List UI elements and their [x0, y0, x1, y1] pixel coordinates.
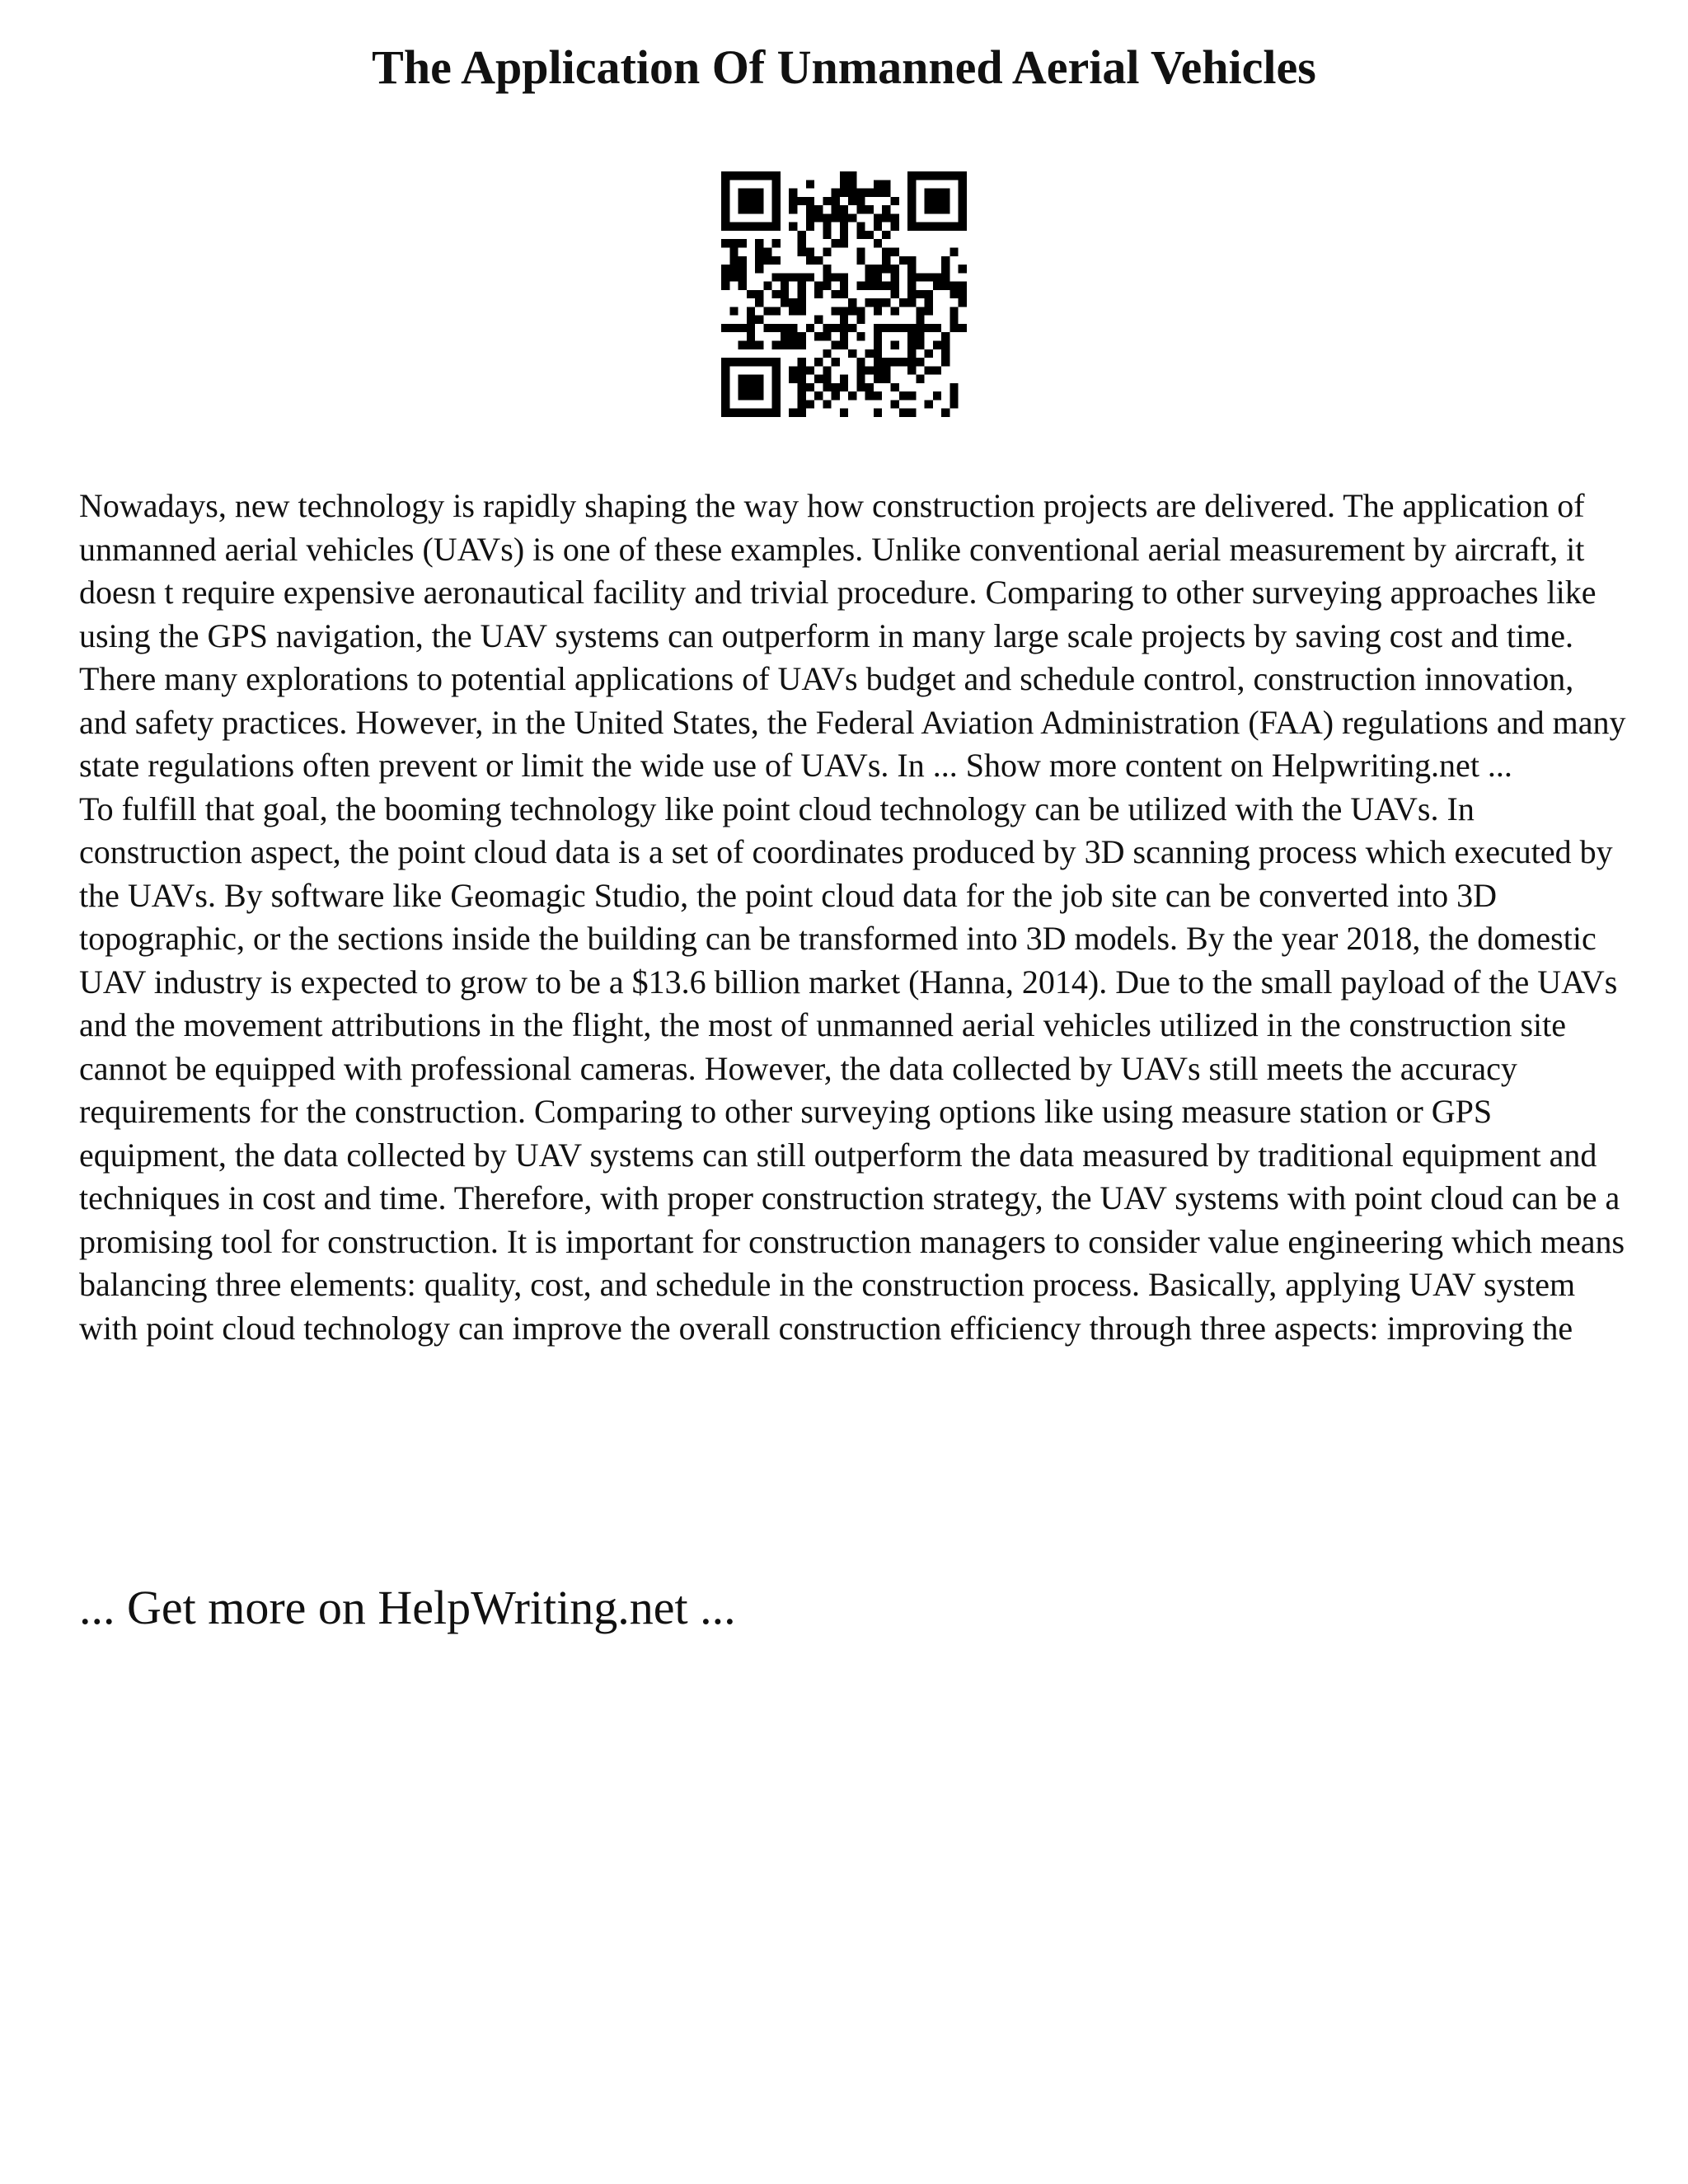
qr-code-icon [721, 171, 967, 417]
document-body [79, 485, 1629, 1350]
get-more-link[interactable]: ... Get more on HelpWriting.net ... [79, 1581, 736, 1634]
document-title: The Application Of Unmanned Aerial Vehicles [372, 40, 1316, 94]
body-paragraph-2: To fulfill that goal, the booming technology like point cloud technology can be utilized with the UAVs. In construction aspect, the point cloud data is a set of coordinates produced by 3D scanning process which executed by the UAVs. By software like Geomagic Studio, the point cloud data for the job site can be converted into 3D topographic, or the sections inside the building can be transformed into 3D models. By the year 2018, the domestic UAV industry is expected to grow to be a $13.6 billion market (Hanna, 2014). Due to the small payload of the UAVs and the movement attributions in the flight, the most of unmanned aerial vehicles utilized in the construction site cannot be equipped with professional cameras. However, the data collected by UAVs still meets the accuracy requirements for the construction. Comparing to other surveying options like using measure station or GPS equipment, the data collected by UAV systems can still outperform the data measured by traditional equipment and techniques in cost and time. Therefore, with proper construction strategy, the UAV systems with point cloud can be a promising tool for construction. It is important for construction managers to consider value engineering which means balancing three elements: quality, cost, and schedule in the construction process. Basically, applying UAV system with point cloud technology can improve the overall construction efficiency through three aspects: improving the [79, 790, 1625, 1347]
body-paragraph-1: Nowadays, new technology is rapidly shaping the way how construction projects are delivered. The application of unmanned aerial vehicles (UAVs) is one of these examples. Unlike conventional aerial measurement by aircraft, it doesn t require expensive aeronautical facility and trivial procedure. Comparing to other surveying approaches like using the GPS navigation, the UAV systems can outperform in many large scale projects by saving cost and time. There many explorations to potential applications of UAVs budget and schedule control, construction innovation, and safety practices. However, in the United States, the Federal Aviation Administration (FAA) regulations and many state regulations often prevent or limit the wide use of UAVs. In ... Show more content on Helpwriting.net ... [79, 487, 1626, 784]
